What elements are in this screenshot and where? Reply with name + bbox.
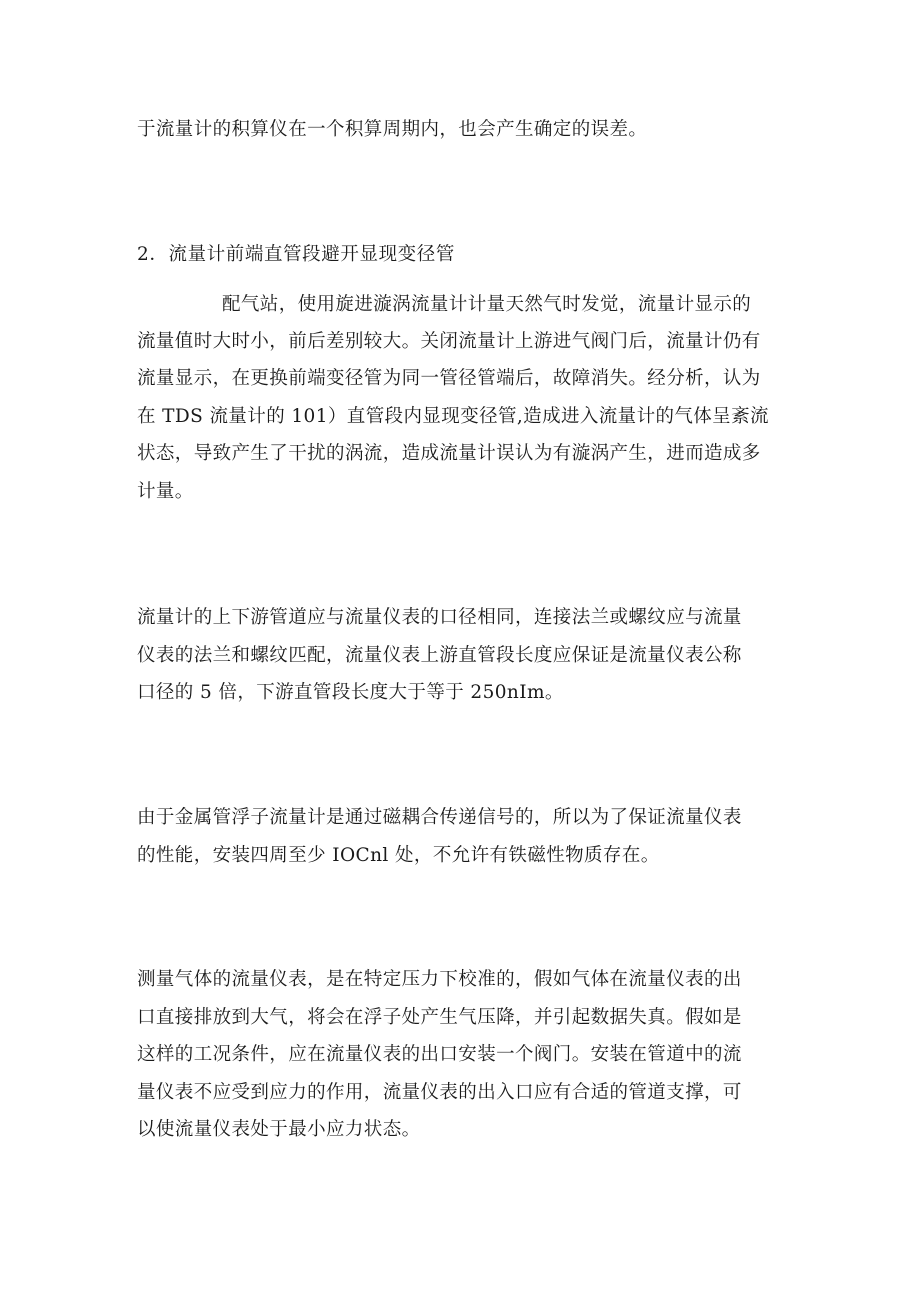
- paragraph-line: 口径的 5 倍，下游直管段长度大于等于 250nIm。: [137, 682, 564, 703]
- paragraph-line: 在 TDS 流量计的 101）直管段内显现变径管,造成进入流量计的气体呈紊流: [137, 406, 769, 427]
- paragraph-line: 测量气体的流量仪表，是在特定压力下校准的，假如气体在流量仪表的出: [137, 969, 742, 990]
- paragraph-line: 计量。: [137, 481, 194, 502]
- paragraph-line: 流量显示，在更换前端变径管为同一管径管端后，故障消失。经分析，认为: [137, 368, 761, 389]
- paragraph-line: 配气站，使用旋进漩涡流量计计量天然气时发觉，流量计显示的: [222, 294, 752, 315]
- paragraph-line: 口直接排放到大气，将会在浮子处产生气压降，并引起数据失真。假如是: [137, 1007, 742, 1028]
- intro-line: 于流量计的积算仪在一个积算周期内，也会产生确定的误差。: [137, 119, 648, 140]
- paragraph-line: 这样的工况条件，应在流量仪表的出口安装一个阀门。安装在管道中的流: [137, 1044, 742, 1065]
- paragraph-line: 状态，导致产生了干扰的涡流，造成流量计误认为有漩涡产生，进而造成多: [137, 443, 761, 464]
- paragraph-line: 的性能，安装四周至少 IOCnl 处，不允许有铁磁性物质存在。: [137, 845, 660, 866]
- paragraph-line: 流量值时大时小，前后差别较大。关闭流量计上游进气阀门后，流量计仍有: [137, 331, 761, 352]
- paragraph-line: 流量计的上下游管道应与流量仪表的口径相同，连接法兰或螺纹应与流量: [137, 607, 742, 628]
- paragraph-line: 仪表的法兰和螺纹匹配，流量仪表上游直管段长度应保证是流量仪表公称: [137, 645, 742, 666]
- section-heading: 2．流量计前端直管段避开显现变径管: [137, 244, 455, 265]
- paragraph-line: 以使流量仪表处于最小应力状态。: [137, 1119, 421, 1140]
- paragraph-line: 量仪表不应受到应力的作用，流量仪表的出入口应有合适的管道支撑，可: [137, 1082, 742, 1103]
- paragraph-line: 由于金属管浮子流量计是通过磁耦合传递信号的，所以为了保证流量仪表: [137, 807, 742, 828]
